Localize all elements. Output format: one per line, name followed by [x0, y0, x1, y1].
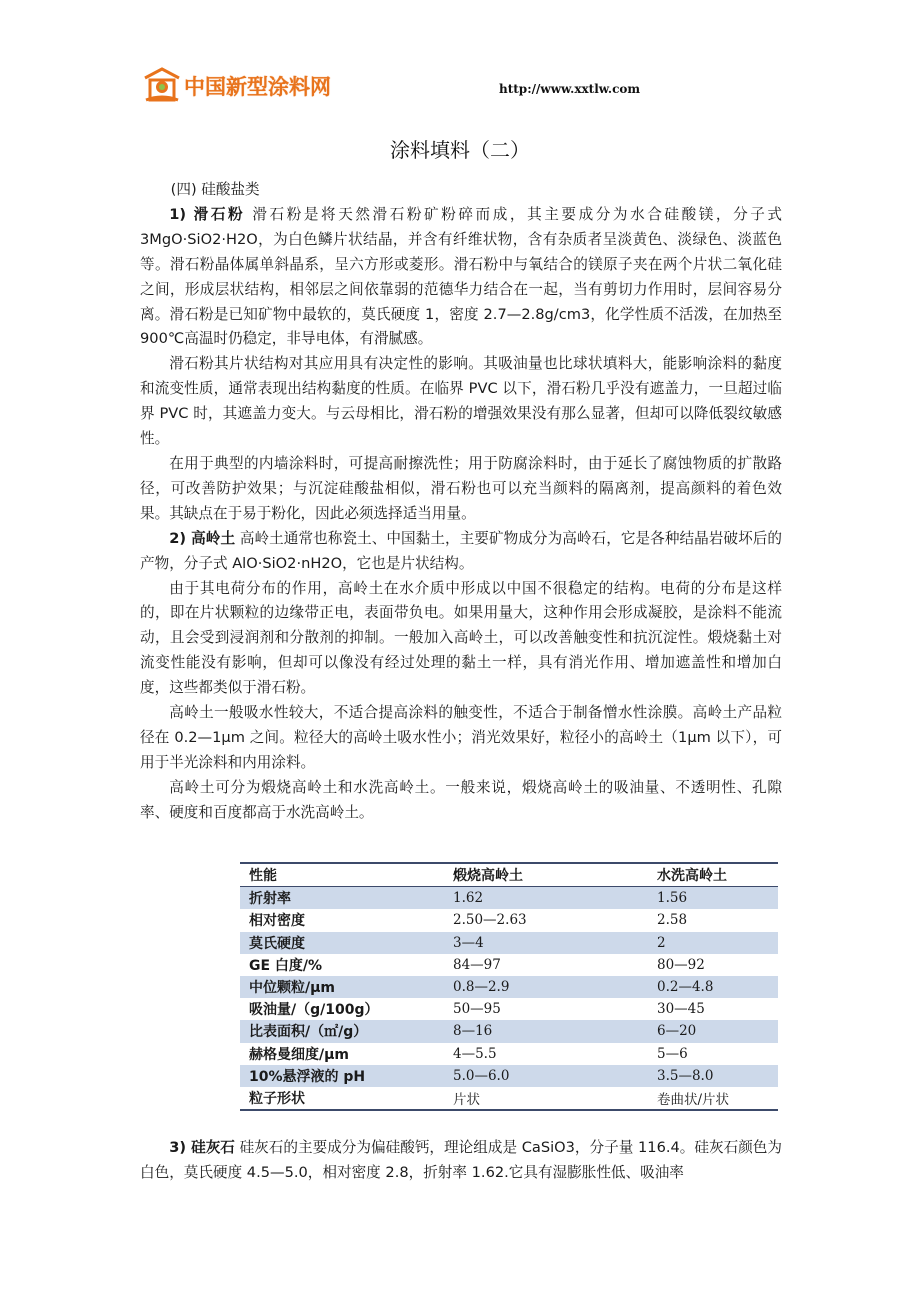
- table-cell: 84—97: [453, 956, 501, 973]
- page-title: 涂料填料（二）: [390, 138, 530, 162]
- section-heading: (四) 硅酸盐类: [170, 181, 260, 198]
- table-cell: 相对密度: [249, 913, 305, 930]
- table-cell: 0.2—4.8: [648, 976, 778, 998]
- paragraph: 2) 高岭土 高岭土通常也称瓷土、中国黏土，主要矿物成分为高岭石，它是各种结晶岩破坏后的产物，分子式 AlO·SiO2·nH2O，它也是片状结构。: [140, 529, 782, 572]
- paragraph: 由于其电荷分布的作用，高岭土在水介质中形成以中国不很稳定的结构。电荷的分布是这样的，即在片状颗粒的边缘带正电，表面带负电。如果用量大，这种作用会形成凝胶，是涂料不能流动，且会受到浸润剂和分散剂的抑制。一般加入高岭土，可以改善触变性和抗沉淀性。煅烧黏土对流变性能没有影响，但却可以像没有经过处理的黏土一样，具有消光作用、增加遮盖性和增加白度，这些都类似于滑石粉。: [140, 579, 782, 697]
- kaolin-property-table: [240, 862, 778, 1111]
- table-cell: 30—45: [657, 1001, 705, 1018]
- table-row: [240, 932, 778, 954]
- table-row: [240, 1065, 778, 1087]
- table-row: [240, 976, 778, 998]
- table-cell: 5—6: [657, 1045, 688, 1062]
- logo-house-icon: [142, 66, 182, 106]
- table-cell: 4—5.5: [453, 1045, 497, 1062]
- table-cell: 片状: [444, 1087, 648, 1110]
- table-row: [240, 1043, 778, 1065]
- article-body-continued: [140, 1136, 782, 1186]
- table-cell: 1.62: [444, 887, 648, 910]
- table-cell: 莫氏硬度: [240, 932, 444, 954]
- paragraph: 1) 滑石粉 滑石粉是将天然滑石粉矿粉碎而成，其主要成分为水合硅酸镁，分子式3MgO·SiO2·H2O，为白色鳞片状结晶，并含有纤维状物，含有杂质者呈淡黄色、淡绿色、淡蓝色等。滑石粉晶体属单斜晶系，呈六方形或菱形。滑石粉中与氧结合的镁原子夹在两个片状二氧化硅之间，形成层状结构，相邻层之间依靠弱的范德华力结合在一起，当有剪切力作用时，层间容易分离。滑石粉是已知矿物中最软的，莫氏硬度 1，密度 2.7—2.8g/cm3，化学性质不活泼，在加热至 900℃高温时仍稳定，非导电体，有滑腻感。: [140, 205, 782, 348]
- table-cell: 折射率: [240, 887, 444, 910]
- table-cell: 吸油量/（g/100g）: [249, 1002, 379, 1019]
- table-cell: 卷曲状/片状: [648, 1087, 778, 1110]
- table-cell: 5.0—6.0: [444, 1065, 648, 1087]
- table-row: [240, 1020, 778, 1042]
- table-row: [240, 954, 778, 976]
- table-row: [240, 1087, 778, 1110]
- paragraph: 高岭土可分为煅烧高岭土和水洗高岭土。一般来说，煅烧高岭土的吸油量、不透明性、孔隙率、硬度和百度都高于水洗高岭土。: [140, 778, 782, 821]
- paragraph: 滑石粉其片状结构对其应用具有决定性的影响。其吸油量也比球状填料大，能影响涂料的黏度和流变性质，通常表现出结构黏度的性质。在临界 PVC 以下，滑石粉几乎没有遮盖力，一旦超过临界 PVC 时，其遮盖力变大。与云母相比，滑石粉的增强效果没有那么显著，但却可以降低裂纹敏感性。: [140, 355, 782, 448]
- table-cell: 6—20: [648, 1020, 778, 1042]
- subsection-heading: 1) 滑石粉: [169, 205, 246, 223]
- table-header-cell: 水洗高岭土: [648, 863, 778, 887]
- table-cell: 1.56: [648, 887, 778, 910]
- table-cell: 0.8—2.9: [444, 976, 648, 998]
- table-row: [240, 887, 778, 910]
- table-cell: 10%悬浮液的 pH: [240, 1065, 444, 1087]
- paragraph: 在用于典型的内墙涂料时，可提高耐擦洗性；用于防腐涂料时，由于延长了腐蚀物质的扩散路径，可改善防护效果；与沉淀硅酸盐相似，滑石粉也可以充当颜料的隔离剂，提高颜料的着色效果。其缺点在于易于粉化，因此必须选择适当用量。: [140, 454, 782, 522]
- table-cell: 赫格曼细度/μm: [249, 1046, 350, 1063]
- table-cell: 2: [648, 932, 778, 954]
- paragraph: 3) 硅灰石 硅灰石的主要成分为偏硅酸钙，理论组成是 CaSiO3，分子量 116.4。硅灰石颜色为白色，莫氏硬度 4.5—5.0，相对密度 2.8，折射率 1.62.它具有湿膨胀性低、吸油率: [140, 1139, 782, 1181]
- table-row: [240, 998, 778, 1020]
- table-cell: 3.5—8.0: [648, 1065, 778, 1087]
- table-header-cell: 煅烧高岭土: [444, 863, 648, 887]
- table-cell: 8—16: [444, 1020, 648, 1042]
- table-cell: 50—95: [453, 1001, 501, 1018]
- page-header: [142, 66, 642, 110]
- table-header-row: [240, 863, 778, 887]
- site-logo[interactable]: [142, 66, 331, 106]
- table-cell: GE 白度/%: [249, 957, 323, 974]
- table-cell: 中位颗粒/μm: [240, 976, 444, 998]
- table-cell: 比表面积/（㎡/g）: [240, 1020, 444, 1042]
- table-cell: 2.58: [657, 912, 688, 929]
- table-row: [240, 909, 778, 931]
- table-cell: 80—92: [657, 956, 705, 973]
- table-cell: 3—4: [444, 932, 648, 954]
- logo-text: 中国新型涂料网: [184, 75, 331, 99]
- subsection-heading: 2) 高岭土: [169, 529, 236, 547]
- paragraph: 高岭土一般吸水性较大，不适合提高涂料的触变性，不适合于制备憎水性涂膜。高岭土产品粒径在 0.2—1μm 之间。粒径大的高岭土吸水性小；消光效果好，粒径小的高岭土（1μm 以下），可用于半光涂料和内用涂料。: [140, 704, 782, 771]
- table-header-cell: 性能: [240, 863, 444, 887]
- subsection-heading: 3) 硅灰石: [169, 1139, 235, 1156]
- site-url[interactable]: http://www.xxtlw.com: [499, 82, 641, 96]
- table-cell: 2.50—2.63: [453, 912, 527, 929]
- table-cell: 粒子形状: [240, 1087, 444, 1110]
- article-body: [140, 178, 782, 826]
